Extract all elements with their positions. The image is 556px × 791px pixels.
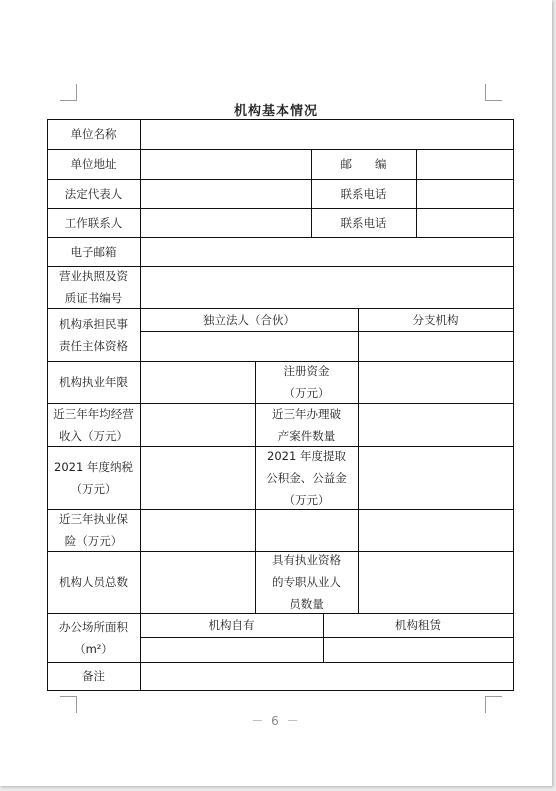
label-phone-1: 联系电话 [340,186,387,201]
label-legal-representative: 法定代表人 [64,186,123,201]
field-unit-name[interactable] [140,119,513,149]
field-tax-2021[interactable] [140,446,255,509]
field-remarks[interactable] [140,662,513,690]
label-tax-2021: 2021 年度纳税 （万元） [54,459,133,496]
field-unit-address[interactable] [140,149,311,179]
field-total-staff[interactable] [140,551,255,613]
field-registered-capital[interactable] [358,361,513,403]
label-qualified-staff: 具有执业资格 的专职从业人 员数量 [272,553,341,611]
field-license-number[interactable] [140,266,513,308]
header-branch: 分支机构 [412,312,459,327]
field-insurance[interactable] [140,509,513,551]
field-practice-years[interactable] [140,361,255,403]
label-license-number: 营业执照及资 质证书编号 [59,269,128,305]
field-phone-2[interactable] [416,208,513,237]
label-practice-years: 机构执业年限 [59,375,128,389]
field-reserve-2021[interactable] [358,446,513,509]
header-owned: 机构自有 [208,618,255,632]
crop-mark-bottom-right [485,696,502,713]
field-work-contact[interactable] [140,208,311,237]
crop-mark-top-left [60,84,77,101]
label-email: 电子邮箱 [70,244,117,259]
label-insurance: 近三年执业保 险（万元） [59,512,128,548]
label-bankruptcy-cases: 近三年办理破 产案件数量 [272,406,341,443]
label-remarks: 备注 [82,669,105,683]
field-branch[interactable] [358,331,513,361]
label-postcode: 邮 编 [340,157,387,171]
header-leased: 机构租赁 [395,618,441,632]
field-phone-1[interactable] [416,179,513,208]
label-unit-address: 单位地址 [70,157,117,171]
form-title: 机构基本情况 [233,104,318,119]
field-leased[interactable] [323,637,513,662]
label-registered-capital: 注册资金 （万元） [283,364,330,400]
field-bankruptcy-cases[interactable] [358,403,513,446]
institution-info-table [47,119,514,690]
field-postcode[interactable] [416,149,513,179]
label-total-staff: 机构人员总数 [59,575,128,589]
field-qualified-staff[interactable] [358,551,513,613]
label-reserve-2021: 2021 年度提取 公积金、公益金 （万元） [266,448,347,507]
field-owned[interactable] [140,637,323,662]
label-unit-name: 单位名称 [70,127,117,141]
field-average-revenue[interactable] [140,403,255,446]
label-average-revenue: 近三年年均经营 收入（万元） [53,406,134,443]
crop-mark-top-right [485,84,502,101]
header-independent-legal-person: 独立法人（合伙） [203,312,295,327]
label-civil-liability: 机构承担民事 责任主体资格 [59,316,128,353]
label-phone-2: 联系电话 [340,215,387,230]
field-email[interactable] [140,237,513,266]
field-legal-representative[interactable] [140,179,311,208]
label-work-contact: 工作联系人 [64,215,123,230]
crop-mark-bottom-left [60,696,77,713]
page-number: － 6 － [251,714,301,728]
label-office-area: 办公场所面积 （m²） [59,619,128,656]
field-independent-legal-person[interactable] [140,331,358,361]
